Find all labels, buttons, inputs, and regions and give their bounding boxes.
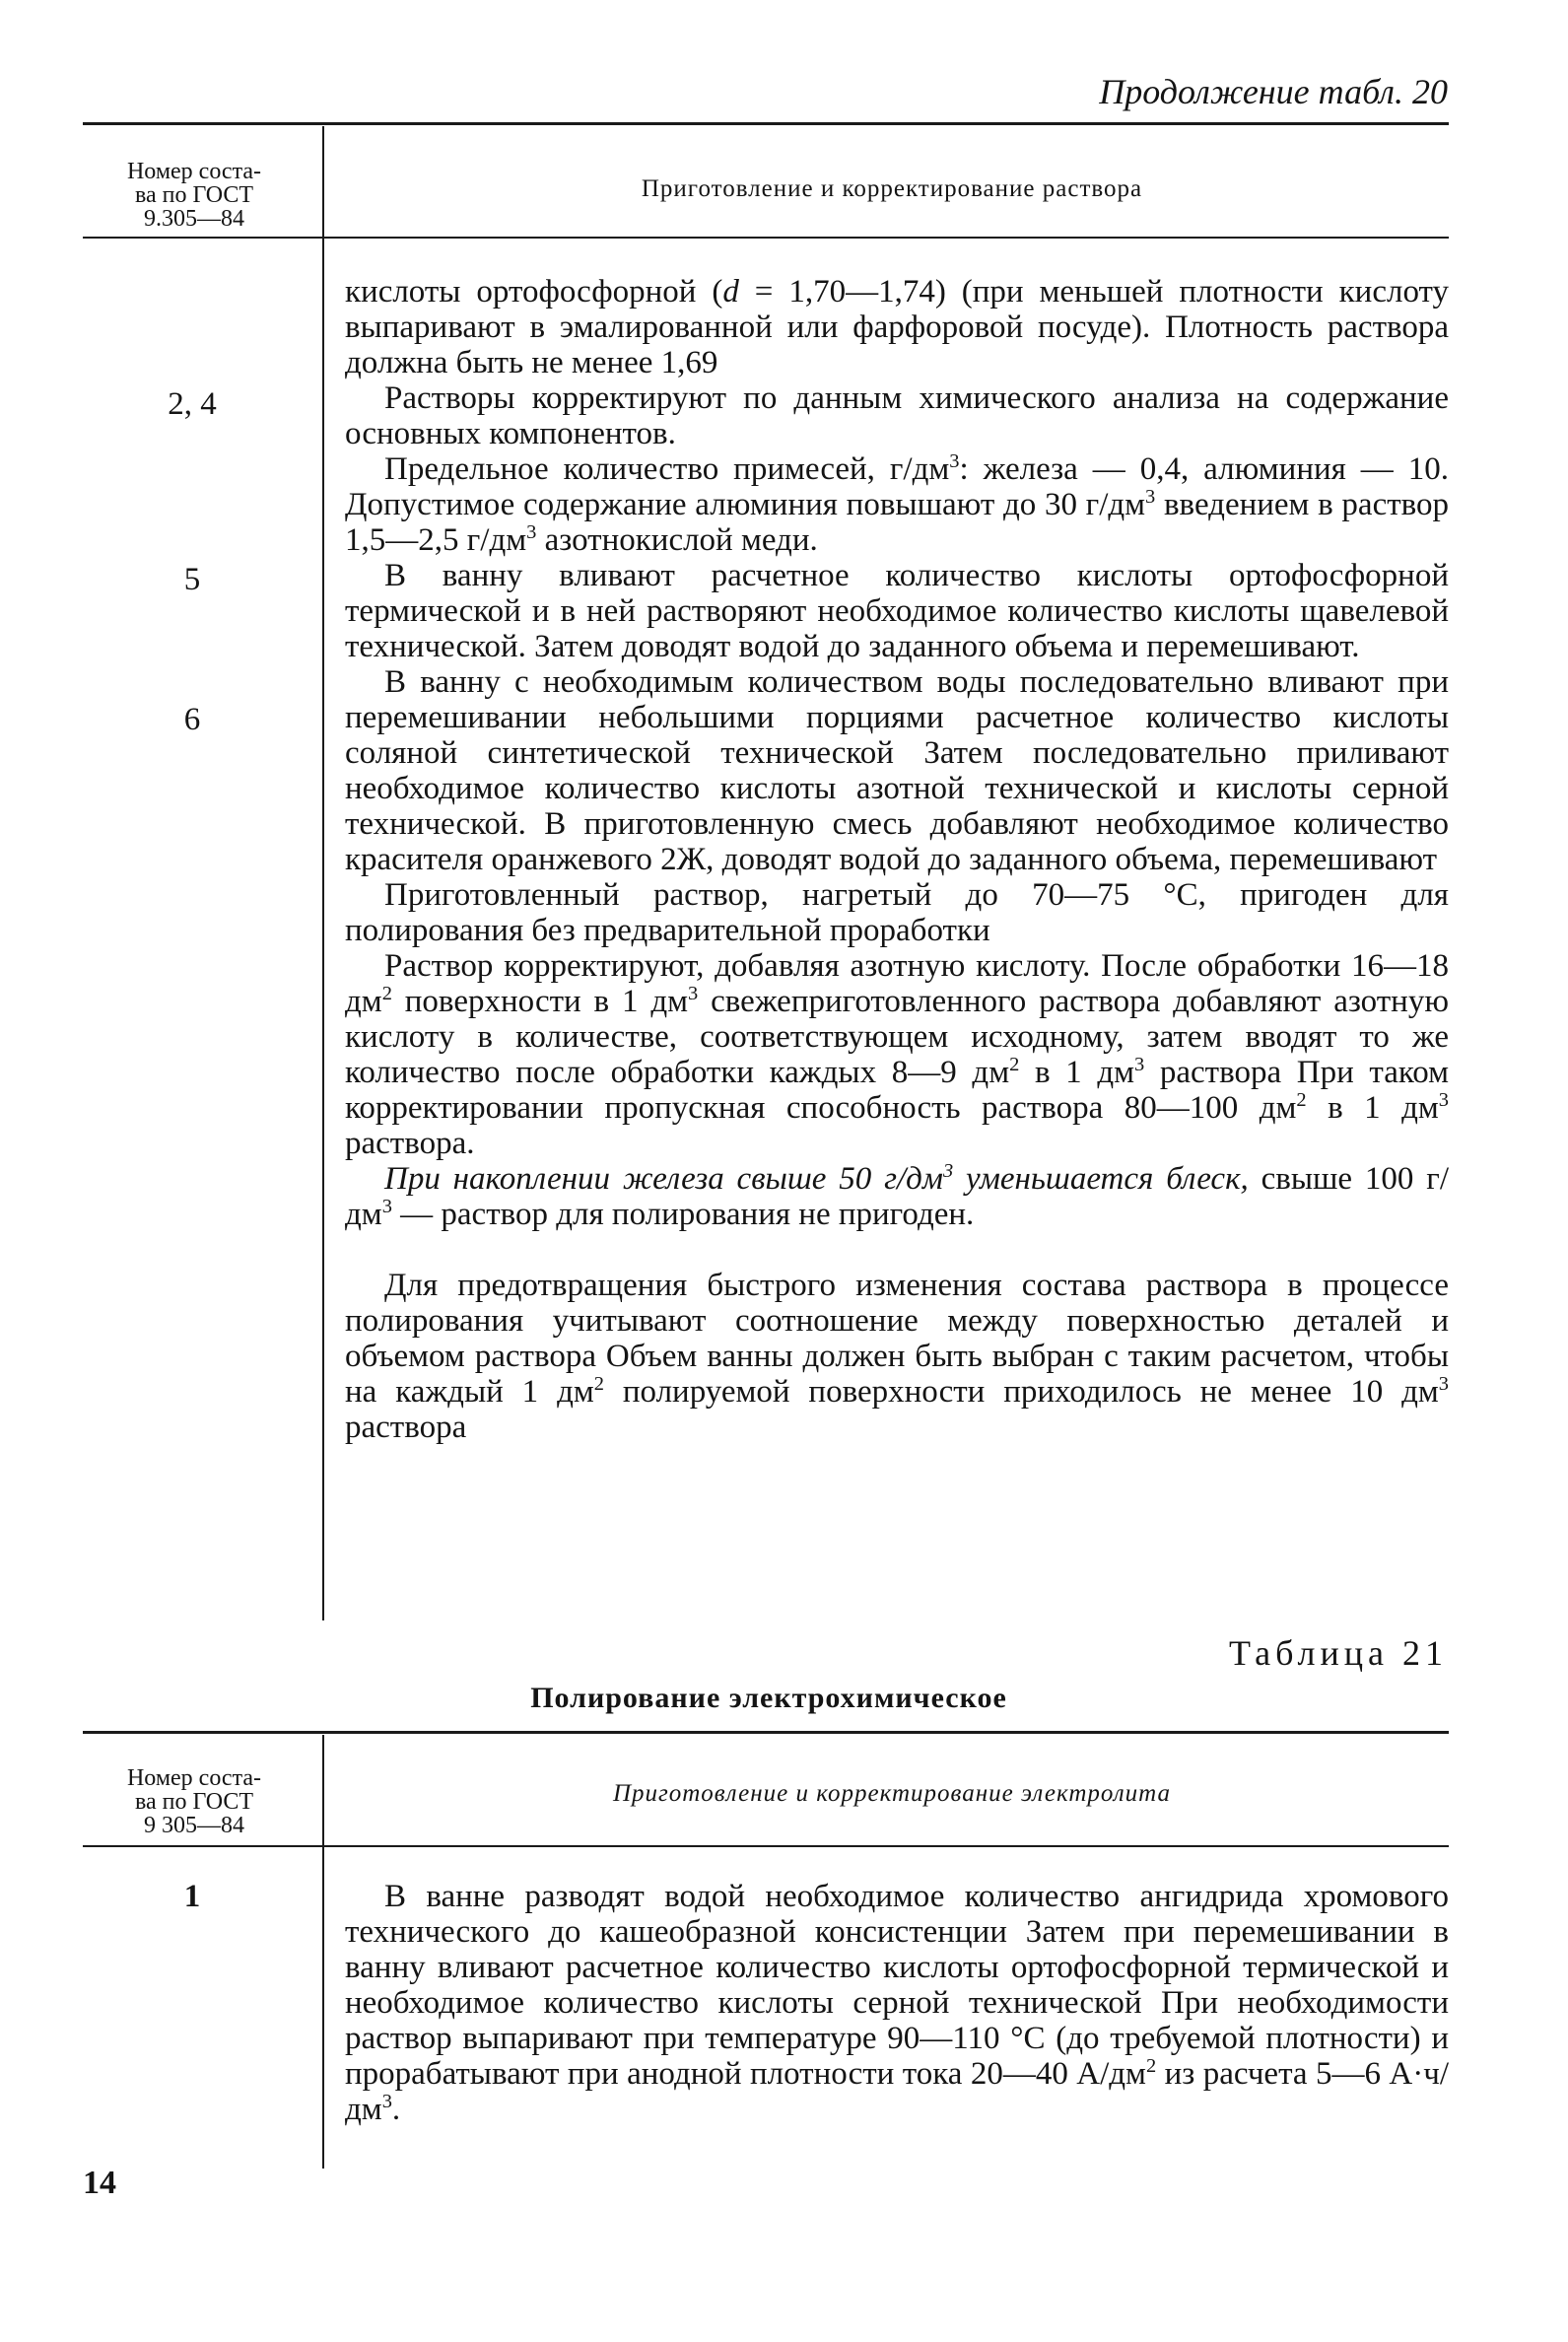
row-number: 2, 4 [168, 386, 217, 422]
row-number: 1 [183, 1879, 201, 1914]
paragraph: Раствор корректируют, добавляя азотную кислоту. После обработки 16—18 $дм^2$ поверхности в 1 $дм^3$ свежеприготовленного раствора добавляют азотную кислоту в количестве, соответствующем исходному, затем вводят то же количество после обработки каждых 8—9 $дм^2$ в 1 $дм^3$ раствора При таком корректировании пропускная способность раствора 80—100 $дм^2$ в 1 $дм^3$ раствора. [345, 948, 1449, 1161]
table21-col2-header: Приготовление и корректирование электролита [612, 1780, 1172, 1807]
header-line: Номер соста- [126, 1765, 262, 1791]
table21-top-rule [83, 1731, 1449, 1734]
table20-header-rule [83, 237, 1449, 239]
continuation-title: Продолжение табл. 20 [1099, 72, 1448, 111]
paragraph: Приготовленный раствор, нагретый до 70—75 °С, пригоден для полирования без предварительной проработки [345, 877, 1449, 948]
page-number: 14 [83, 2165, 116, 2201]
paragraph: При накоплении железа свыше 50 $г/дм^3$ уменьшается блеск, свыше 100 $г/дм^3$ — раствор для полирования не пригоден. [345, 1160, 1449, 1232]
header-line: 9.305—84 [144, 206, 244, 232]
table21-label: Таблица 21 [1229, 1633, 1448, 1673]
header-line: Номер соста- [126, 159, 262, 184]
table21-column-divider [322, 1735, 324, 2169]
table21-col1-header [81, 1766, 307, 1837]
header-line: ва по ГОСТ [134, 182, 254, 208]
table20-col1-header [81, 160, 307, 231]
table20-top-rule [83, 122, 1449, 125]
table21-title: Полирование электрохимическое [530, 1682, 1007, 1714]
paragraph: Растворы корректируют по данным химического анализа на содержание основных компонентов. [345, 380, 1449, 451]
paragraph: В ванне разводят водой необходимое количество ангидрида хромового технического до кашеобразной консистенции Затем при перемешивании в ванну вливают расчетное количество кислоты ортофосфорной термической и необходимое количество кислоты серной технической При необходимости раствор выпаривают при температуре 90—110 °С (до требуемой плотности) и прорабатывают при анодной плотности тока 20—40 $А/дм^2$ из расчета 5—6 $А\cdot ч/дм^3$. [345, 1879, 1449, 2127]
table21-header-rule [83, 1845, 1449, 1847]
paragraph: Для предотвращения быстрого изменения состава раствора в процессе полирования учитывают соотношение между поверхностью деталей и объемом раствора Объем ванны должен быть выбран с таким расчетом, чтобы на каждый 1 $дм^2$ полируемой поверхности приходилось не менее 10 $дм^3$ раствора [345, 1268, 1449, 1445]
table20-col2-header: Приготовление и корректирование раствора [641, 175, 1143, 202]
table20-column-divider [322, 126, 324, 1620]
table20-body [345, 274, 1449, 1445]
header-line: 9 305—84 [144, 1813, 244, 1838]
paragraph: кислоты ортофосфорной (d = 1,70—1,74) (при меньшей плотности кислоту выпаривают в эмалированной или фарфоровой посуде). Плотность раствора должна быть не менее 1,69 [345, 274, 1449, 380]
row-number: 5 [183, 562, 201, 597]
header-line: ва по ГОСТ [134, 1789, 254, 1815]
paragraph: В ванну с необходимым количеством воды последовательно вливают при перемешивании небольшими порциями расчетное количество кислоты соляной синтетической технической Затем последовательно приливают необходимое количество кислоты азотной технической и кислоты серной технической. В приготовленную смесь добавляют необходимое количество красителя оранжевого 2Ж, доводят водой до заданного объема, перемешивают [345, 664, 1449, 877]
paragraph: В ванну вливают расчетное количество кислоты ортофосфорной термической и в ней растворяют необходимое количество кислоты щавелевой технической. Затем доводят водой до заданного объема и перемешивают. [345, 558, 1449, 664]
table21-body [345, 1879, 1449, 2127]
paragraph: Предельное количество примесей, $г/дм^3$: железа — 0,4, алюминия — 10. Допустимое содержание алюминия повышают до 30 $г/дм^3$ введением в раствор 1,5—2,5 $г/дм^3$ азотнокислой меди. [345, 450, 1449, 558]
row-number: 6 [183, 702, 201, 737]
